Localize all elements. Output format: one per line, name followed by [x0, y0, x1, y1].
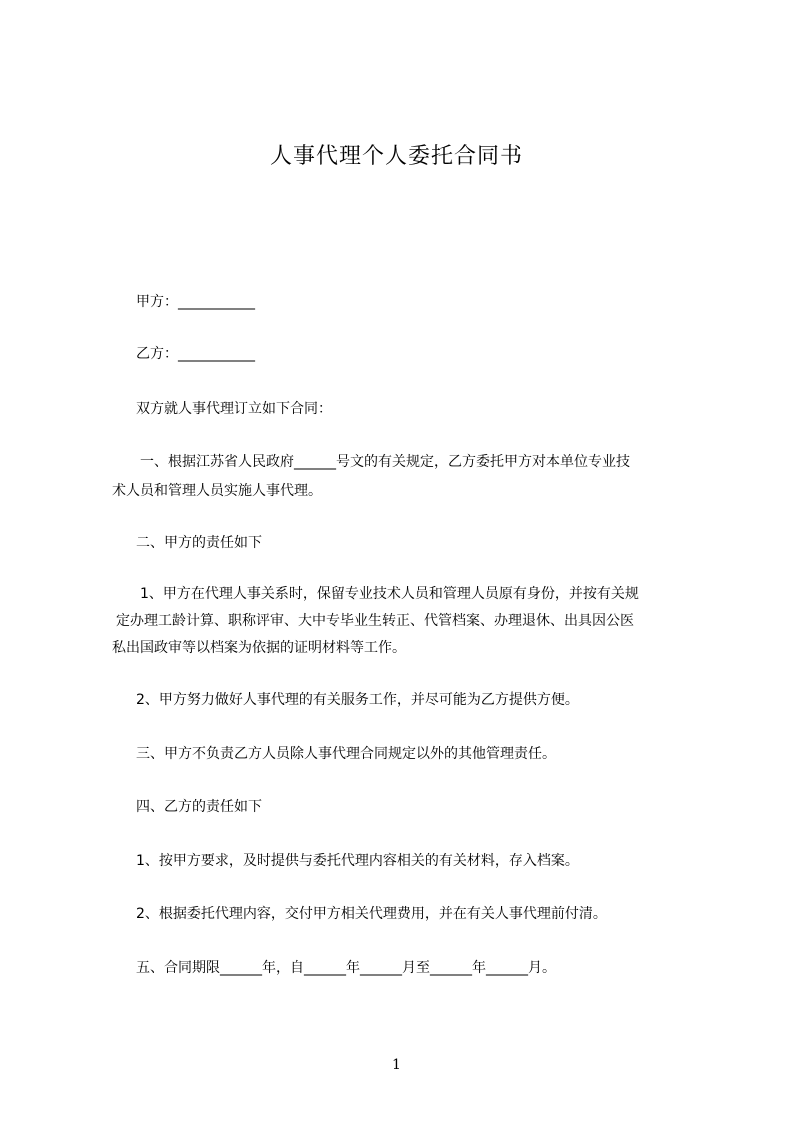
- document-title: 人事代理个人委托合同书: [269, 144, 523, 169]
- item2-2: 2、甲方努力做好人事代理的有关服务工作，并尽可能为乙方提供方便。: [136, 692, 579, 708]
- page-number: 1: [392, 1057, 401, 1073]
- clause1-line2: 术人员和管理人员实施人事代理。: [112, 483, 322, 499]
- section2-heading: 二、甲方的责任如下: [136, 535, 262, 551]
- item2-1-line3: 私出国政审等以档案为依据的证明材料等工作。: [112, 640, 406, 656]
- intro-line: 双方就人事代理订立如下合同：: [136, 401, 332, 417]
- party-b-line: 乙方：___________: [136, 346, 255, 362]
- section4-heading: 四、乙方的责任如下: [136, 799, 262, 815]
- item4-1: 1、按甲方要求，及时提供与委托代理内容相关的有关材料，存入档案。: [136, 853, 579, 869]
- item4-2: 2、根据委托代理内容，交付甲方相关代理费用，并在有关人事代理前付清。: [136, 906, 607, 922]
- item2-1-line2: 定办理工龄计算、职称评审、大中专毕业生转正、代管档案、办理退休、出具因公医: [116, 613, 634, 629]
- section5: 五、合同期限______年，自______年______月至______年______月。: [136, 960, 556, 976]
- clause1-line1: 一、根据江苏省人民政府______号文的有关规定，乙方委托甲方对本单位专业技: [140, 454, 630, 470]
- section3: 三、甲方不负责乙方人员除人事代理合同规定以外的其他管理责任。: [136, 746, 556, 762]
- item2-1-line1: 1、甲方在代理人事关系时，保留专业技术人员和管理人员原有身份，并按有关规: [140, 586, 639, 602]
- party-a-line: 甲方：___________: [136, 294, 255, 310]
